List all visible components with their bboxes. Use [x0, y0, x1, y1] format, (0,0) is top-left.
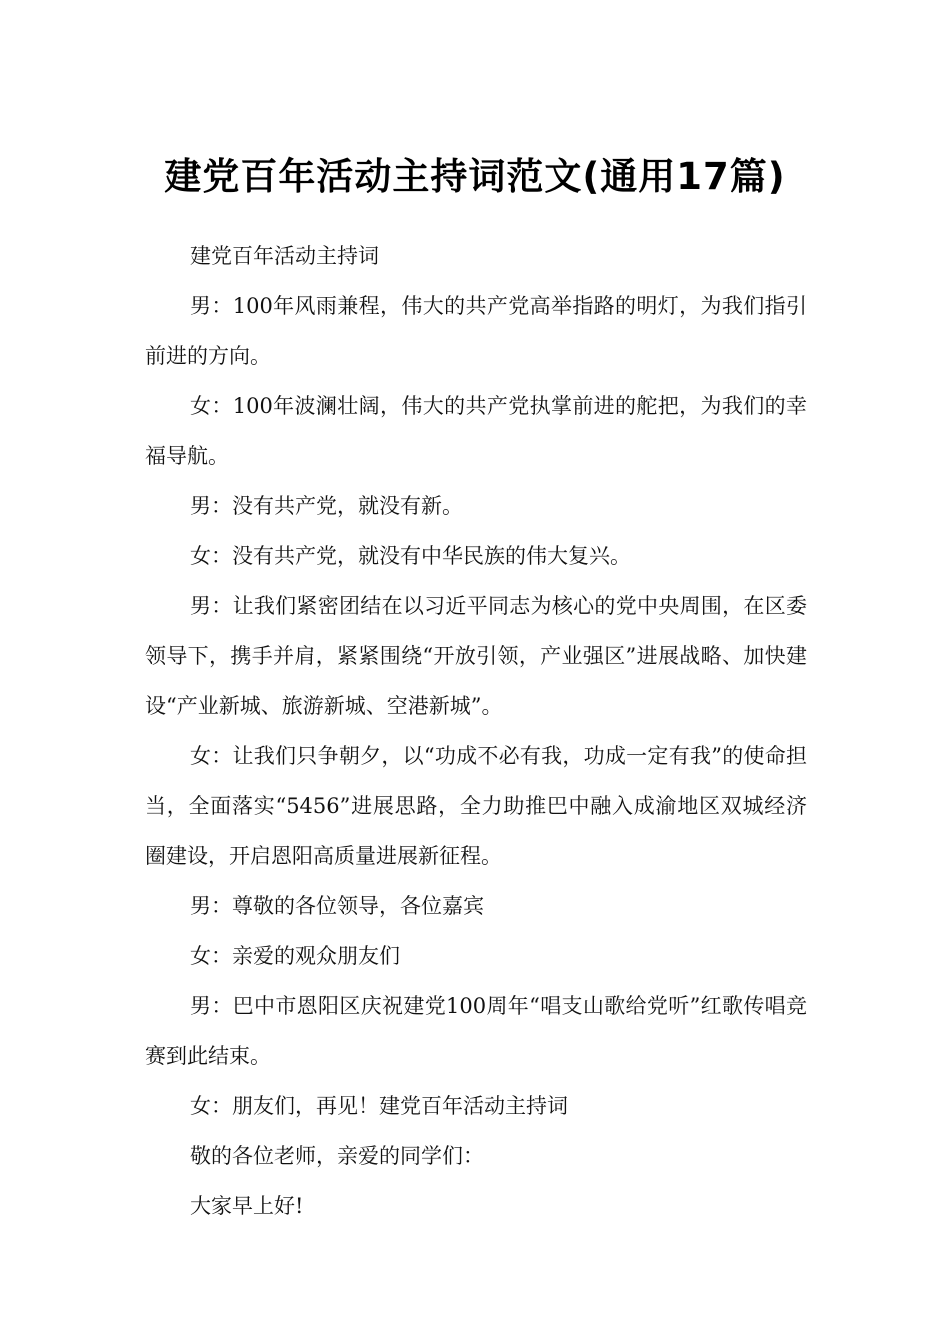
document-body [145, 231, 807, 1231]
paragraph: 建党百年活动主持词 [190, 244, 379, 268]
document-title: 建党百年活动主持词范文(通用17篇) [164, 154, 786, 198]
paragraph: 女：亲爱的观众朋友们 [190, 944, 400, 968]
paragraph: 男：100年风雨兼程，伟大的共产党高举指路的明灯，为我们指引前进的方向。 [145, 294, 807, 368]
paragraph: 大家早上好! [190, 1194, 304, 1218]
paragraph: 男：没有共产党，就没有新。 [190, 494, 463, 518]
paragraph: 男：尊敬的各位领导，各位嘉宾 [190, 894, 484, 918]
paragraph: 女：100年波澜壮阔，伟大的共产党执掌前进的舵把，为我们的幸福导航。 [145, 394, 807, 468]
paragraph: 女：朋友们，再见！建党百年活动主持词 [190, 1094, 568, 1118]
paragraph: 女：没有共产党，就没有中华民族的伟大复兴。 [190, 544, 631, 568]
paragraph: 男：让我们紧密团结在以习近平同志为核心的党中央周围，在区委领导下，携手并肩，紧紧围绕“开放引领，产业强区”进展战略、加快建设“产业新城、旅游新城、空港新城”。 [145, 594, 807, 718]
paragraph: 女：让我们只争朝夕，以“功成不必有我，功成一定有我”的使命担当，全面落实“5456”进展思路，全力助推巴中融入成渝地区双城经济圈建设，开启恩阳高质量进展新征程。 [145, 744, 807, 868]
paragraph: 男：巴中市恩阳区庆祝建党100周年“唱支山歌给党听”红歌传唱竞赛到此结束。 [145, 994, 807, 1068]
paragraph: 敬的各位老师，亲爱的同学们： [190, 1144, 484, 1168]
